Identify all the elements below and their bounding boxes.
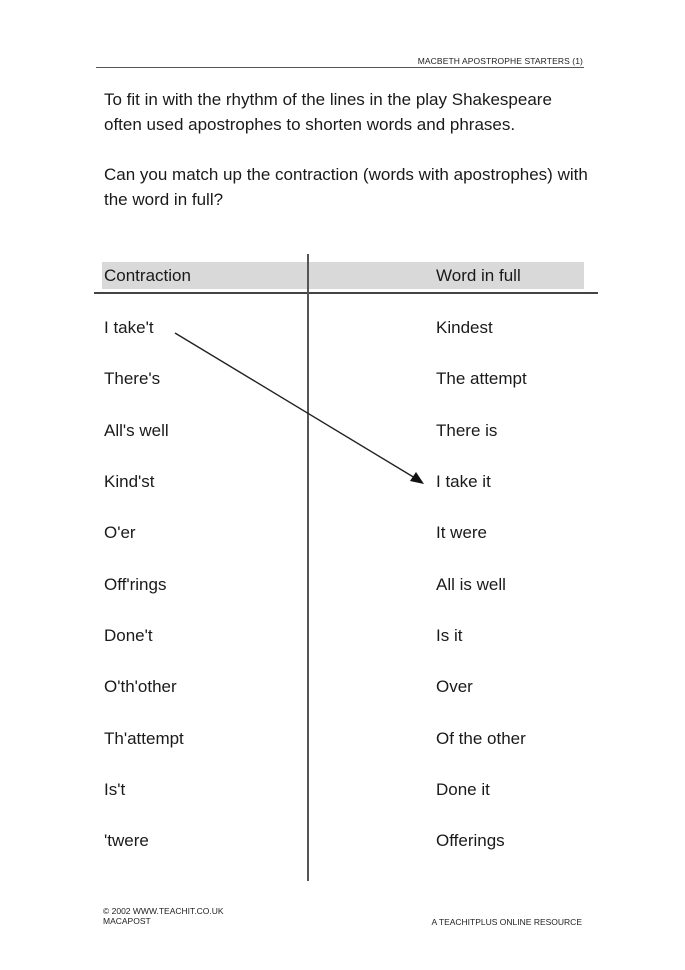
word-in-full-item: Kindest [436,318,493,337]
resource-code: MACAPOST [103,916,151,926]
contraction-item: Off'rings [104,575,167,594]
column-header-contraction: Contraction [104,266,191,285]
word-in-full-item: All is well [436,575,506,594]
word-in-full-item: There is [436,421,498,440]
contraction-item: 'twere [104,831,149,850]
word-in-full-item: Of the other [436,729,526,748]
word-in-full-item: The attempt [436,369,527,388]
intro-paragraph-2: Can you match up the contraction (words with apostrophes) with the word in full? [104,165,588,209]
header-rule [96,67,584,68]
word-in-full-item: Offerings [436,831,505,850]
contraction-item: There's [104,369,161,388]
contraction-item: Done't [104,626,153,645]
word-in-full-item: I take it [436,472,491,491]
table-header-rule [94,292,598,294]
word-in-full-item: Over [436,677,473,696]
contraction-item: O'th'other [104,677,177,696]
resource-label: A TEACHITPLUS ONLINE RESOURCE [431,917,582,927]
column-divider [307,254,309,881]
intro-paragraph-1: To fit in with the rhythm of the lines in the play Shakespeare often used apostrophes to shorten words and phrases. [104,90,552,134]
intro-text [104,87,594,237]
footer-left [103,906,224,926]
contraction-item: Th'attempt [104,729,184,748]
contraction-item: Kind'st [104,472,155,491]
contraction-item: O'er [104,523,136,542]
column-header-word-in-full: Word in full [436,266,521,285]
word-in-full-item: It were [436,523,488,542]
word-in-full-item: Done it [436,780,490,799]
contraction-item: All's well [104,421,169,440]
contraction-item: Is't [104,780,126,799]
contraction-item: I take't [104,318,154,337]
word-in-full-item: Is it [436,626,463,645]
copyright-text: © 2002 WWW.TEACHIT.CO.UK [103,906,224,916]
worksheet-title: MACBETH APOSTROPHE STARTERS (1) [417,56,583,66]
